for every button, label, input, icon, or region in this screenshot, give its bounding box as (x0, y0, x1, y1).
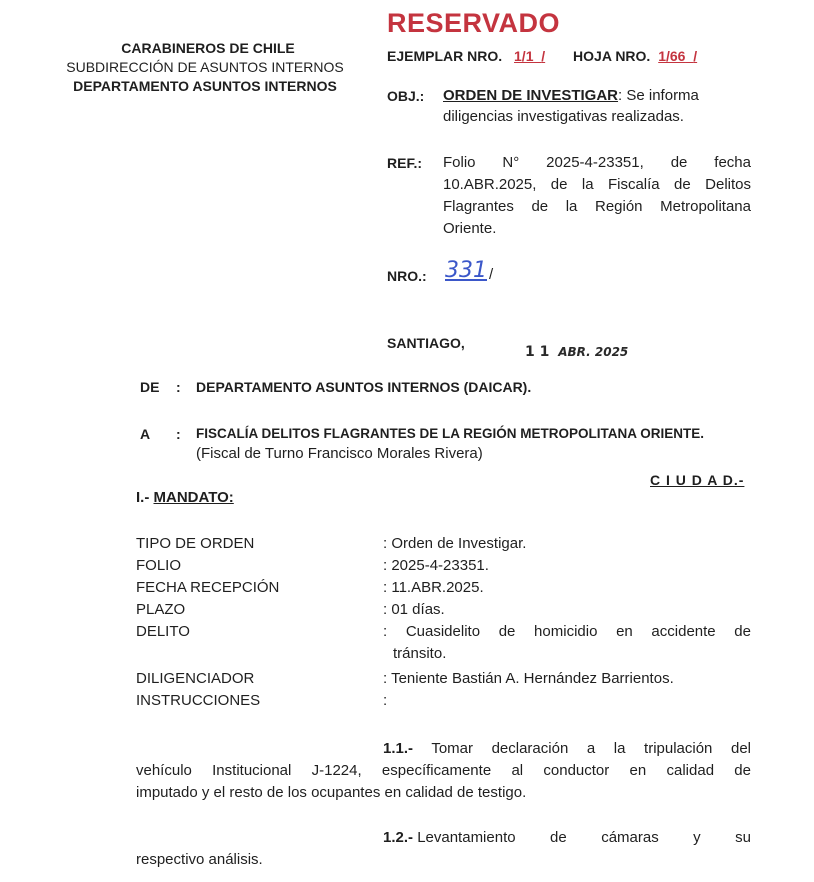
ejemplar-value: 1/1 / (514, 48, 546, 64)
field-value-diligenciador: : Teniente Bastián A. Hernández Barrientos. (383, 670, 674, 687)
nro-label: NRO.: (387, 268, 427, 284)
date-stamp-day: 1 1 (525, 344, 550, 360)
field-label-diligenciador: DILIGENCIADOR (136, 670, 255, 687)
mandato-heading (136, 489, 234, 506)
ejemplar-line (387, 48, 697, 64)
ref-line-3: Flagrantes de la Región Metropolitana (443, 198, 751, 215)
instruction-1-1-number: 1.1.- (383, 740, 414, 757)
ref-line-1: Folio N° 2025-4-23351, de fecha (443, 154, 751, 171)
a-subline: (Fiscal de Turno Francisco Morales Rivera) (196, 445, 483, 462)
nro-slash: / (489, 266, 494, 283)
ciudad: C I U D A D.- (650, 472, 745, 488)
instruction-1-2-number: 1.2.- (383, 829, 414, 846)
mandato-title: MANDATO: (153, 489, 234, 506)
instruction-1-2-line2: respectivo análisis. (136, 851, 263, 868)
obj-line2: diligencias investigativas realizadas. (443, 108, 684, 125)
a-label: A (140, 426, 151, 442)
ref-line-4: Oriente. (443, 220, 497, 237)
a-value: FISCALÍA DELITOS FLAGRANTES DE LA REGIÓN METROPOLITANA ORIENTE. (196, 426, 705, 441)
instruction-1-2-word: su (735, 829, 751, 846)
ref-label: REF.: (387, 155, 422, 171)
a-colon: : (176, 426, 181, 442)
obj-underlined: ORDEN DE INVESTIGAR (443, 87, 619, 104)
field-value-instrucciones: : (383, 692, 388, 709)
field-label-delito: DELITO (136, 623, 190, 640)
obj-line1 (443, 87, 751, 104)
hoja-label: HOJA NRO. (573, 48, 651, 64)
instruction-1-2-word: de (550, 829, 567, 846)
date-stamp-month-year: ABR. 2025 (558, 345, 629, 359)
de-label: DE (140, 379, 160, 395)
hoja-value: 1/66 / (658, 48, 698, 64)
field-label-fecha: FECHA RECEPCIÓN (136, 579, 280, 596)
date-stamp (525, 344, 628, 360)
de-value: DEPARTAMENTO ASUNTOS INTERNOS (DAICAR). (196, 379, 532, 395)
instruction-1-2-word: cámaras (601, 829, 659, 846)
mandato-prefix: I.- (136, 489, 154, 506)
field-value-delito-cont: tránsito. (393, 645, 447, 662)
field-value-fecha: : 11.ABR.2025. (383, 579, 484, 596)
ref-line-2: 10.ABR.2025, de la Fiscalía de Delitos (443, 176, 751, 193)
instruction-1-2-lead: 1.2.- Levantamiento (383, 829, 516, 846)
field-label-plazo: PLAZO (136, 601, 186, 618)
obj-label: OBJ.: (387, 88, 425, 104)
obj-text1: : Se informa (618, 87, 699, 104)
instruction-1-2-word: y (693, 829, 701, 846)
field-value-tipo: : Orden de Investigar. (383, 535, 527, 552)
header-department: DEPARTAMENTO ASUNTOS INTERNOS (73, 78, 337, 94)
instruction-1-2-line1 (383, 829, 751, 846)
instruction-1-1-line2: vehículo Institucional J-1224, específicamente al conductor en calidad de (136, 762, 751, 779)
nro-handwritten: 331 (445, 258, 487, 283)
field-label-folio: FOLIO (136, 557, 182, 574)
header-institution: CARABINEROS DE CHILE (121, 40, 295, 56)
santiago-label: SANTIAGO, (387, 335, 465, 351)
instruction-1-1-line3: imputado y el resto de los ocupantes en calidad de testigo. (136, 784, 527, 801)
reservado-heading: RESERVADO (387, 8, 561, 38)
field-value-delito: : Cuasidelito de homicidio en accidente de (383, 623, 751, 640)
field-value-folio: : 2025-4-23351. (383, 557, 489, 574)
header-subdirection: SUBDIRECCIÓN DE ASUNTOS INTERNOS (66, 59, 344, 75)
de-colon: : (176, 379, 181, 395)
instruction-1-1-line1: 1.1.- Tomar declaración a la tripulación del (383, 740, 751, 757)
field-label-tipo: TIPO DE ORDEN (136, 535, 255, 552)
field-label-instrucciones: INSTRUCCIONES (136, 692, 261, 709)
field-value-plazo: : 01 días. (383, 601, 445, 618)
ejemplar-label: EJEMPLAR NRO. (387, 48, 503, 64)
